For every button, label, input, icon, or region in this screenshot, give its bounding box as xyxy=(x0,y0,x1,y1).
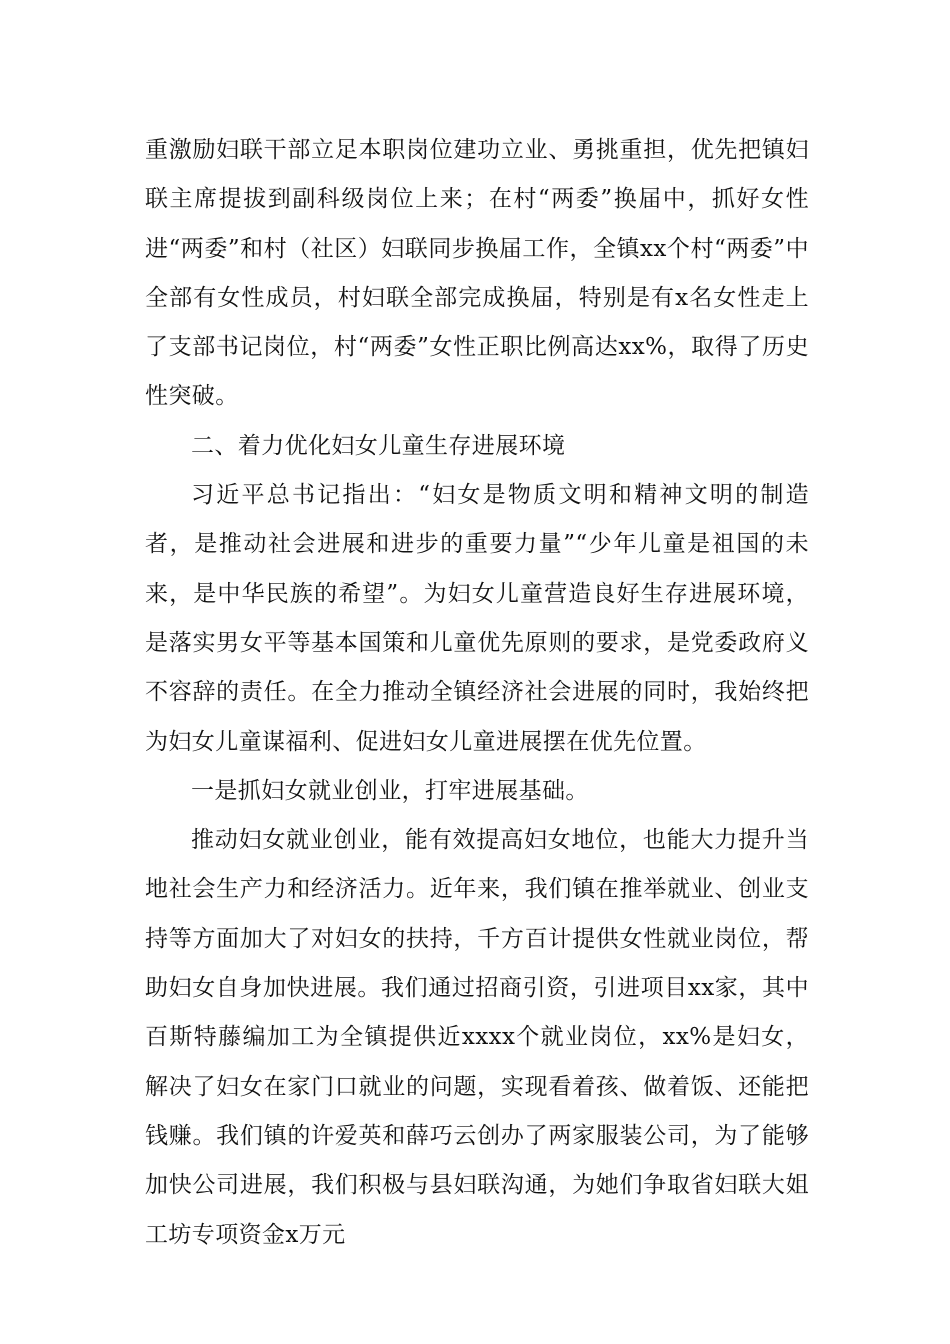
paragraph-cadre-promotion: 重激励妇联干部立足本职岗位建功立业、勇挑重担，优先把镇妇联主席提拔到副科级岗位上来；在村“两委”换届中，抓好女性进“两委”和村（社区）妇联同步换届工作，全镇xx个村“两委”中全部有女性成员，村妇联全部完成换届，特别是有x名女性走上了支部书记岗位，村“两委”女性正职比例高达xx%，取得了历史性突破。 xyxy=(145,137,809,410)
section-heading-environment: 二、着力优化妇女儿童生存进展环境 xyxy=(191,432,566,459)
paragraph-xi-quote: 习近平总书记指出：“妇女是物质文明和精神文明的制造者，是推动社会进展和进步的重要力量”“少年儿童是祖国的未来，是中华民族的希望”。为妇女儿童营造良好生存进展环境，是落实男女平等基本国策和儿童优先原则的要求，是党委政府义不容辞的责任。在全力推动全镇经济社会进展的同时，我始终把为妇女儿童谋福利、促进妇女儿童进展摆在优先位置。 xyxy=(145,482,809,755)
document-page xyxy=(145,126,809,1260)
paragraph-employment: 推动妇女就业创业，能有效提高妇女地位，也能大力提升当地社会生产力和经济活力。近年来，我们镇在推举就业、创业支持等方面加大了对妇女的扶持，千方百计提供女性就业岗位，帮助妇女自身加快进展。我们通过招商引资，引进项目xx家，其中百斯特藤编加工为全镇提供近xxxx个就业岗位，xx%是妇女，解决了妇女在家门口就业的问题，实现看着孩、做着饭、还能把钱赚。我们镇的许爱英和薛巧云创办了两家服装公司，为了能够加快公司进展，我们积极与县妇联沟通，为她们争取省妇联大姐工坊专项资金x万元 xyxy=(145,827,809,1248)
subheading-employment: 一是抓妇女就业创业，打牢进展基础。 xyxy=(191,777,589,804)
